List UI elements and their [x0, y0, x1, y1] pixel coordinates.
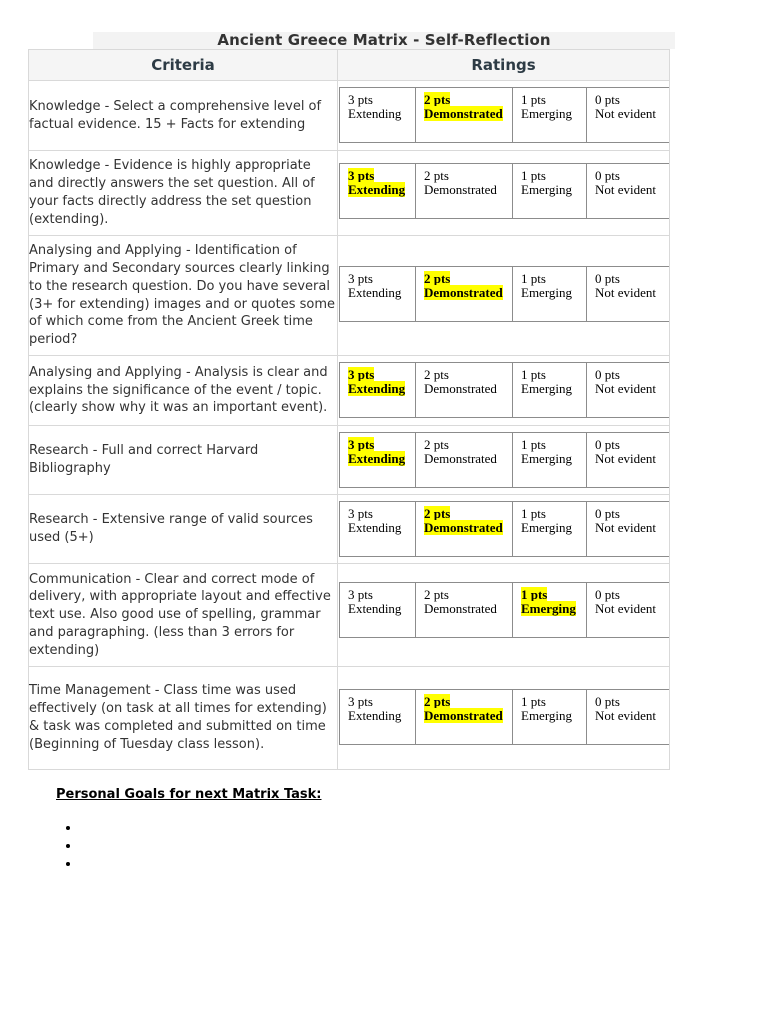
rating-label: Emerging [521, 285, 573, 300]
rubric-body [29, 81, 670, 770]
criterion-text: Knowledge - Select a comprehensive level of factual evidence. 15 + Facts for extending [29, 98, 322, 132]
criterion-cell [29, 151, 338, 236]
rating-points: 3 pts [348, 367, 375, 382]
rating-points: 3 pts [348, 271, 373, 286]
rating-text [424, 168, 497, 197]
rating-option-selected[interactable] [513, 583, 587, 638]
rating-text [521, 271, 572, 300]
criterion-text: Time Management - Class time was used effectively (on task at all times for extending) & task was completed and submitted on time (Beginning of Tuesday class lesson). [29, 683, 327, 752]
rating-points: 0 pts [595, 587, 620, 602]
rubric-row [29, 81, 670, 151]
rating-label: Demonstrated [424, 520, 503, 535]
ratings-cell [338, 426, 670, 495]
rating-option[interactable] [513, 88, 587, 143]
rating-text [595, 506, 656, 535]
ratings-cell [338, 667, 670, 770]
rating-option[interactable] [340, 690, 416, 745]
document-title: Ancient Greece Matrix - Self-Reflection [93, 32, 675, 49]
rating-option[interactable] [513, 433, 587, 488]
rating-points: 3 pts [348, 168, 375, 183]
rubric-header-row [29, 50, 670, 81]
criterion-cell [29, 667, 338, 770]
ratings-table [339, 163, 670, 219]
rating-points: 1 pts [521, 437, 546, 452]
rating-option-selected[interactable] [416, 267, 513, 322]
ratings-cell [338, 81, 670, 151]
rating-points: 0 pts [595, 367, 620, 382]
rating-points: 2 pts [424, 587, 449, 602]
rating-text [348, 506, 401, 535]
rating-label: Demonstrated [424, 182, 497, 197]
rating-points: 0 pts [595, 506, 620, 521]
rating-text [521, 92, 572, 121]
rating-text [348, 587, 401, 616]
rating-points: 3 pts [348, 587, 373, 602]
rating-text [521, 587, 576, 616]
ratings-cell [338, 564, 670, 667]
rating-text [595, 694, 656, 723]
rating-label: Emerging [521, 182, 573, 197]
rating-points: 3 pts [348, 92, 373, 107]
rating-option[interactable] [416, 363, 513, 418]
rating-option[interactable] [416, 164, 513, 219]
ratings-table [339, 362, 670, 418]
criterion-cell [29, 426, 338, 495]
rubric-row [29, 564, 670, 667]
ratings-table [339, 266, 670, 322]
rating-text [595, 271, 656, 300]
rating-text [521, 694, 572, 723]
rating-option[interactable] [340, 583, 416, 638]
rating-option[interactable] [587, 583, 670, 638]
rating-option[interactable] [513, 690, 587, 745]
rating-points: 1 pts [521, 367, 546, 382]
rating-label: Not evident [595, 520, 657, 535]
criterion-text: Knowledge - Evidence is highly appropriate and directly answers the set question. All of your facts directly address the set question (extending). [29, 158, 315, 227]
rating-points: 0 pts [595, 437, 620, 452]
rating-text [348, 271, 401, 300]
criterion-cell [29, 564, 338, 667]
rating-label: Extending [348, 520, 402, 535]
rating-label: Not evident [595, 106, 657, 121]
rating-label: Extending [348, 381, 406, 396]
rating-points: 1 pts [521, 694, 546, 709]
rating-option[interactable] [513, 267, 587, 322]
rating-option[interactable] [587, 164, 670, 219]
ratings-cell [338, 236, 670, 356]
criterion-text: Research - Full and correct Harvard Bibliography [29, 443, 259, 476]
rating-text [348, 694, 401, 723]
rating-option[interactable] [513, 363, 587, 418]
ratings-table [339, 689, 670, 745]
rating-points: 1 pts [521, 506, 546, 521]
rating-points: 3 pts [348, 437, 375, 452]
rating-label: Not evident [595, 285, 657, 300]
rating-text [595, 587, 656, 616]
rating-label: Emerging [521, 708, 573, 723]
rating-points: 2 pts [424, 367, 449, 382]
rating-label: Extending [348, 601, 402, 616]
rating-label: Demonstrated [424, 451, 497, 466]
rubric-row [29, 236, 670, 356]
rating-text [595, 367, 656, 396]
criterion-cell [29, 356, 338, 426]
rating-label: Emerging [521, 381, 573, 396]
rating-text [348, 92, 401, 121]
rating-points: 2 pts [424, 168, 449, 183]
goals-list [60, 820, 80, 874]
ratings-header: Ratings [338, 50, 670, 81]
rating-text [424, 506, 503, 535]
rating-points: 0 pts [595, 168, 620, 183]
rating-option[interactable] [587, 267, 670, 322]
rating-text [424, 92, 503, 121]
rating-points: 2 pts [424, 694, 451, 709]
rating-label: Not evident [595, 182, 657, 197]
criteria-header: Criteria [29, 50, 338, 81]
rating-option[interactable] [587, 690, 670, 745]
rating-label: Extending [348, 708, 402, 723]
rating-text [521, 168, 572, 197]
rating-text [348, 168, 405, 197]
ratings-table [339, 582, 670, 638]
rating-label: Emerging [521, 520, 573, 535]
rating-label: Extending [348, 182, 406, 197]
rating-label: Not evident [595, 601, 657, 616]
criterion-text: Analysing and Applying - Identification of Primary and Secondary sources clearly linking to the research question. Do you have several (3+ for extending) images and or quotes some of which come from the Ancient Greek time period? [29, 243, 335, 348]
criterion-text: Research - Extensive range of valid sources used (5+) [29, 512, 313, 545]
rating-points: 0 pts [595, 92, 620, 107]
rating-option-selected[interactable] [416, 690, 513, 745]
rating-points: 1 pts [521, 92, 546, 107]
rubric-table [28, 49, 670, 770]
rating-text [424, 694, 503, 723]
rating-points: 2 pts [424, 437, 449, 452]
rating-text [521, 506, 572, 535]
rating-text [424, 437, 497, 466]
rating-text [595, 168, 656, 197]
rating-option[interactable] [416, 583, 513, 638]
rating-text [595, 437, 656, 466]
rating-label: Not evident [595, 708, 657, 723]
rating-label: Demonstrated [424, 708, 503, 723]
rating-option-selected[interactable] [340, 363, 416, 418]
rating-option[interactable] [587, 88, 670, 143]
rating-text [595, 92, 656, 121]
rating-label: Extending [348, 106, 402, 121]
rating-text [424, 367, 497, 396]
rating-option-selected[interactable] [416, 502, 513, 557]
rubric-row [29, 356, 670, 426]
rating-text [424, 271, 503, 300]
rating-option[interactable] [340, 267, 416, 322]
rating-label: Emerging [521, 451, 573, 466]
rating-text [521, 367, 572, 396]
rating-option[interactable] [513, 164, 587, 219]
rating-label: Demonstrated [424, 106, 503, 121]
rating-option[interactable] [340, 502, 416, 557]
rating-text [424, 587, 497, 616]
rating-points: 3 pts [348, 694, 373, 709]
rating-text [521, 437, 572, 466]
ratings-cell [338, 495, 670, 564]
ratings-table [339, 87, 670, 143]
rating-label: Demonstrated [424, 601, 497, 616]
rating-option[interactable] [587, 433, 670, 488]
rating-label: Demonstrated [424, 285, 503, 300]
rating-points: 2 pts [424, 271, 451, 286]
rating-option-selected[interactable] [340, 433, 416, 488]
rating-label: Demonstrated [424, 381, 497, 396]
rating-label: Extending [348, 285, 402, 300]
rubric-row [29, 151, 670, 236]
criterion-cell [29, 236, 338, 356]
rating-points: 3 pts [348, 506, 373, 521]
rating-points: 1 pts [521, 271, 546, 286]
rating-points: 2 pts [424, 506, 451, 521]
ratings-cell [338, 151, 670, 236]
rating-option[interactable] [340, 88, 416, 143]
rating-option-selected[interactable] [340, 164, 416, 219]
criterion-text: Communication - Clear and correct mode of delivery, with appropriate layout and effective text use. Also good use of spelling, grammar and paragraphing. (less than 3 errors for extending) [29, 571, 331, 658]
rating-points: 0 pts [595, 271, 620, 286]
rating-points: 1 pts [521, 587, 548, 602]
rating-option-selected[interactable] [416, 88, 513, 143]
rating-option[interactable] [513, 502, 587, 557]
rating-text [348, 437, 405, 466]
criterion-text: Analysing and Applying - Analysis is clear and explains the significance of the event / topic. (clearly show why it was an important event). [29, 364, 328, 416]
rating-text [348, 367, 405, 396]
rating-label: Not evident [595, 381, 657, 396]
ratings-table [339, 432, 670, 488]
rubric-row [29, 426, 670, 495]
rating-label: Emerging [521, 106, 573, 121]
criterion-cell [29, 81, 338, 151]
ratings-cell [338, 356, 670, 426]
rating-label: Extending [348, 451, 406, 466]
criterion-cell [29, 495, 338, 564]
rubric-row [29, 667, 670, 770]
rating-points: 1 pts [521, 168, 546, 183]
rubric-row [29, 495, 670, 564]
rating-points: 2 pts [424, 92, 451, 107]
ratings-table [339, 501, 670, 557]
rating-points: 0 pts [595, 694, 620, 709]
rating-option[interactable] [416, 433, 513, 488]
rating-option[interactable] [587, 502, 670, 557]
rating-label: Not evident [595, 451, 657, 466]
rating-option[interactable] [587, 363, 670, 418]
rating-label: Emerging [521, 601, 576, 616]
goals-heading: Personal Goals for next Matrix Task: [56, 787, 322, 802]
